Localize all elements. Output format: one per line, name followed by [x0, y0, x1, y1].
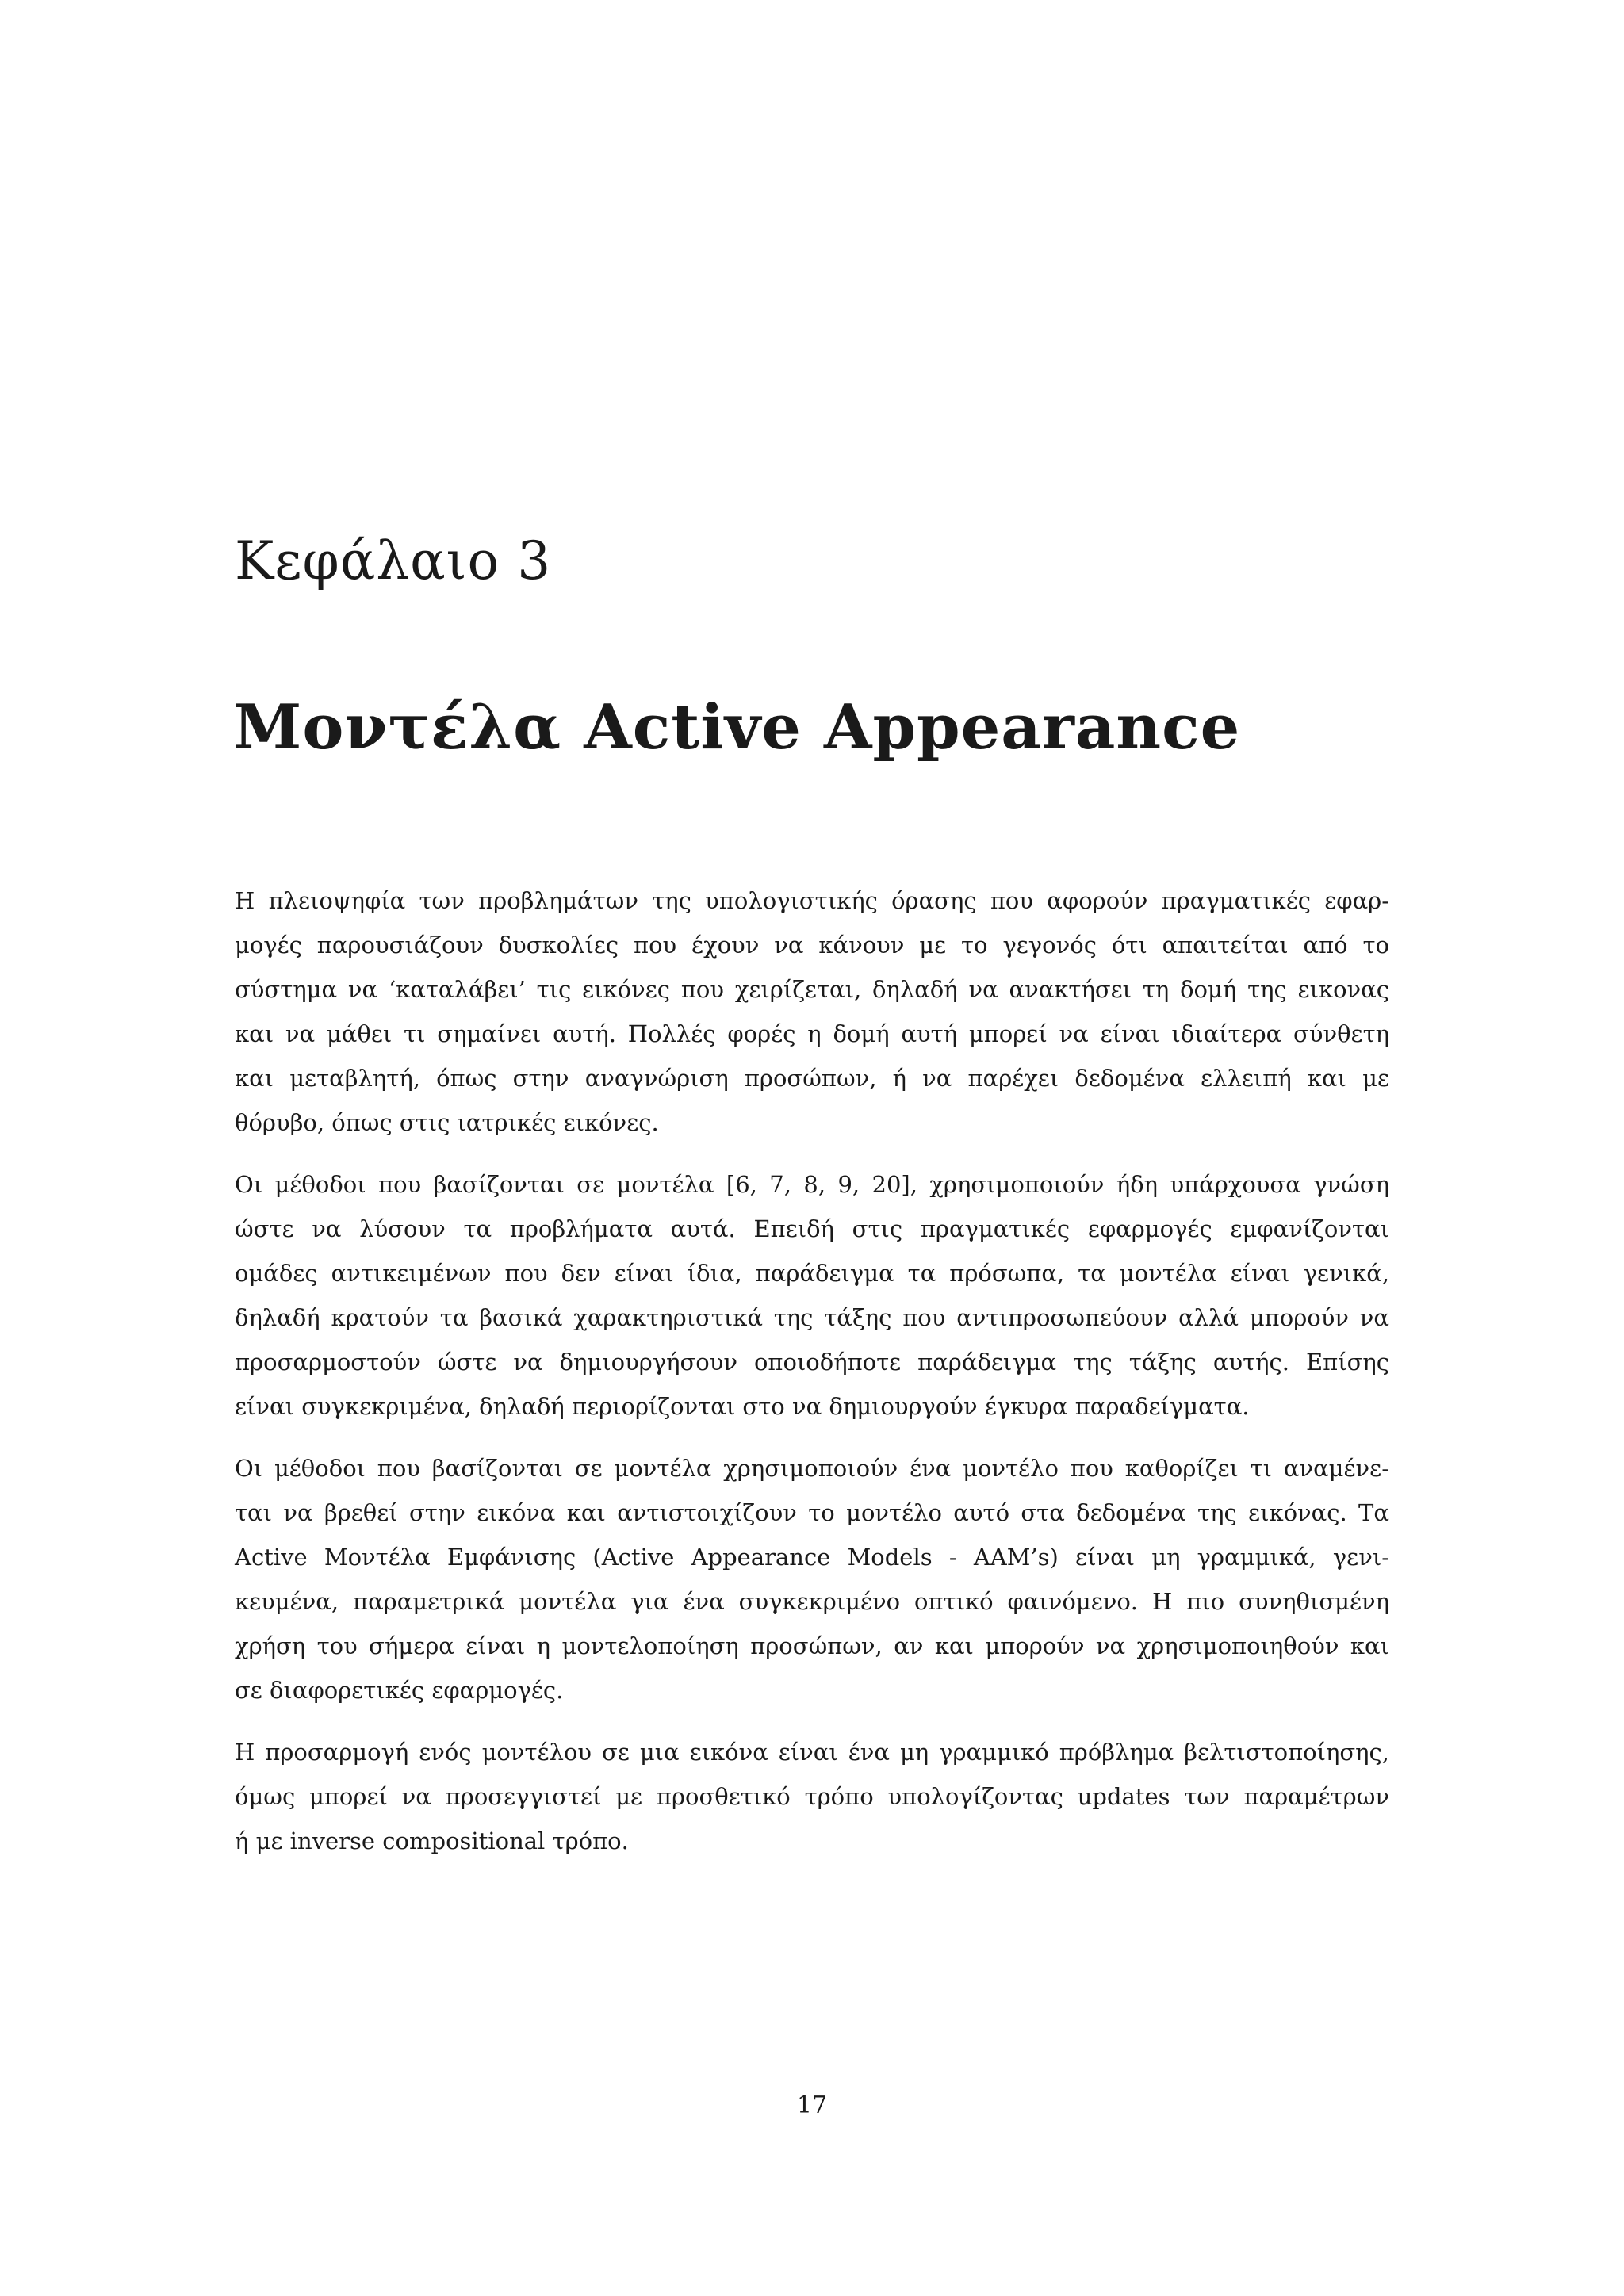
paragraph: [235, 1162, 1389, 1429]
page-number: 17: [796, 2091, 828, 2119]
text-line: χρήση του σήμερα είναι η μοντελοποίηση προσώπων, αν και μπορούν να χρησιμοποιηθούν και: [235, 1632, 1389, 1659]
text-line: θόρυβο, όπως στις ιατρικές εικόνες.: [235, 1109, 659, 1136]
paragraph: [235, 1730, 1389, 1863]
text-line: Οι μέθοδοι που βασίζονται σε μοντέλα [6, 7, 8, 9, 20], χρησιμοποιούν ήδη υπάρχουσα γνώση: [235, 1171, 1389, 1198]
text-line: ή με inverse compositional τρόπο.: [235, 1827, 629, 1854]
text-line: και να μάθει τι σημαίνει αυτή. Πολλές φορές η δομή αυτή μπορεί να είναι ιδιαίτερα σύνθετη: [235, 1020, 1389, 1047]
chapter-title: Μοντέλα Active Appearance: [233, 691, 1241, 763]
text-line: κευμένα, παραμετρικά μοντέλα για ένα συγκεκριμένο οπτικό φαινόμενο. Η πιο συνηθισμένη: [235, 1588, 1389, 1615]
text-line: όμως μπορεί να προσεγγιστεί με προσθετικό τρόπο υπολογίζοντας updates των παραμέτρων: [235, 1783, 1389, 1810]
text-line: ται να βρεθεί στην εικόνα και αντιστοιχίζουν το μοντέλο αυτό στα δεδομένα της εικόνας. Τα: [235, 1499, 1389, 1526]
text-line: σε διαφορετικές εφαρμογές.: [235, 1677, 564, 1704]
paragraph: [235, 1446, 1389, 1712]
text-line: δηλαδή κρατούν τα βασικά χαρακτηριστικά της τάξης που αντιπροσωπεύουν αλλά μπορούν να: [235, 1304, 1389, 1331]
text-line: είναι συγκεκριμένα, δηλαδή περιορίζονται στο να δημιουργούν έγκυρα παραδείγματα.: [235, 1393, 1250, 1420]
body-text: [235, 878, 1389, 1881]
text-line: Active Μοντέλα Εμφάνισης (Active Appearance Models - AAM’s) είναι μη γραμμικά, γενι-: [235, 1544, 1389, 1571]
text-line: προσαρμοστούν ώστε να δημιουργήσουν οποιοδήποτε παράδειγμα της τάξης αυτής. Επίσης: [235, 1349, 1389, 1376]
text-line: Η πλειοψηφία των προβλημάτων της υπολογιστικής όρασης που αφορούν πραγματικές εφαρ-: [235, 887, 1389, 914]
text-line: Οι μέθοδοι που βασίζονται σε μοντέλα χρησιμοποιούν ένα μοντέλο που καθορίζει τι αναμένε-: [235, 1455, 1389, 1482]
text-line: ομάδες αντικειμένων που δεν είναι ίδια, παράδειγμα τα πρόσωπα, τα μοντέλα είναι γενικά,: [235, 1260, 1389, 1287]
text-line: μογές παρουσιάζουν δυσκολίες που έχουν να κάνουν με το γεγονός ότι απαιτείται από το: [235, 932, 1389, 959]
paragraph: [235, 878, 1389, 1145]
chapter-label: Κεφάλαιο 3: [235, 530, 552, 591]
text-line: Η προσαρμογή ενός μοντέλου σε μια εικόνα είναι ένα μη γραμμικό πρόβλημα βελτιστοποίησης,: [235, 1739, 1389, 1766]
text-line: σύστημα να ‘καταλάβει’ τις εικόνες που χειρίζεται, δηλαδή να ανακτήσει τη δομή της εικονας: [235, 976, 1389, 1003]
text-line: και μεταβλητή, όπως στην αναγνώριση προσώπων, ή να παρέχει δεδομένα ελλειπή και με: [235, 1065, 1389, 1092]
text-line: ώστε να λύσουν τα προβλήματα αυτά. Επειδή στις πραγματικές εφαρμογές εμφανίζονται: [235, 1215, 1389, 1242]
